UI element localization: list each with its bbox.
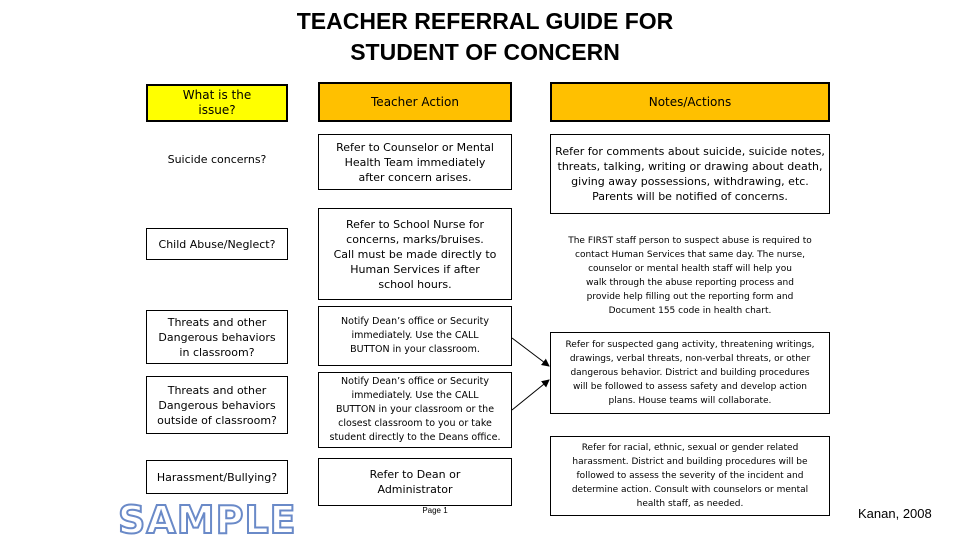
issue-suicide: Suicide concerns?: [146, 140, 288, 178]
action-child-abuse: Refer to School Nurse for concerns, marks/bruises. Call must be made directly to Human Services if after school hours.: [318, 208, 512, 300]
issue-threats-in-classroom: Threats and other Dangerous behaviors in classroom?: [146, 310, 288, 364]
issue-threats-outside-classroom: Threats and other Dangerous behaviors outside of classroom?: [146, 376, 288, 434]
action-threats-in-classroom: Notify Dean’s office or Security immediately. Use the CALL BUTTON in your classroom.: [318, 306, 512, 366]
action-threats-outside-classroom: Notify Dean’s office or Security immediately. Use the CALL BUTTON in your classroom or the closest classroom to you or take student directly to the Deans office.: [318, 372, 512, 448]
notes-harassment: Refer for racial, ethnic, sexual or gender related harassment. District and building procedures will be followed to assess the severity of the incident and determine action. Consult with counselors or mental health staff, as needed.: [550, 436, 830, 516]
page-title: TEACHER REFERRAL GUIDE FOR STUDENT OF CONCERN: [296, 8, 674, 65]
arrow-threats-in-to-notes: [512, 338, 549, 366]
page-number: Page 1: [422, 506, 448, 515]
notes-threats: Refer for suspected gang activity, threatening writings, drawings, verbal threats, non-verbal threats, or other dangerous behavior. District and building procedures will be followed to assess safety and develop action plans. House teams will collaborate.: [550, 332, 830, 414]
notes-child-abuse: The FIRST staff person to suspect abuse is required to contact Human Services that same day. The nurse, counselor or mental health staff will help you walk through the abuse reporting process and provide help filling out the reporting form and Document 155 code in health chart.: [550, 228, 830, 324]
arrow-threats-out-to-notes: [512, 380, 549, 410]
issue-child-abuse: Child Abuse/Neglect?: [146, 228, 288, 260]
action-suicide: Refer to Counselor or Mental Health Team immediately after concern arises.: [318, 134, 512, 190]
notes-suicide: Refer for comments about suicide, suicide notes, threats, talking, writing or drawing about death, giving away possessions, withdrawing, etc. Parents will be notified of concerns.: [550, 134, 830, 214]
author-credit: Kanan, 2008: [858, 506, 932, 521]
action-harassment: Refer to Dean or Administrator: [318, 458, 512, 506]
issue-harassment: Harassment/Bullying?: [146, 460, 288, 494]
header-teacher-action: Teacher Action: [318, 82, 512, 122]
header-notes-actions: Notes/Actions: [550, 82, 830, 122]
sample-stamp: SAMPLE: [118, 498, 297, 542]
header-issue: What is the issue?: [146, 84, 288, 122]
